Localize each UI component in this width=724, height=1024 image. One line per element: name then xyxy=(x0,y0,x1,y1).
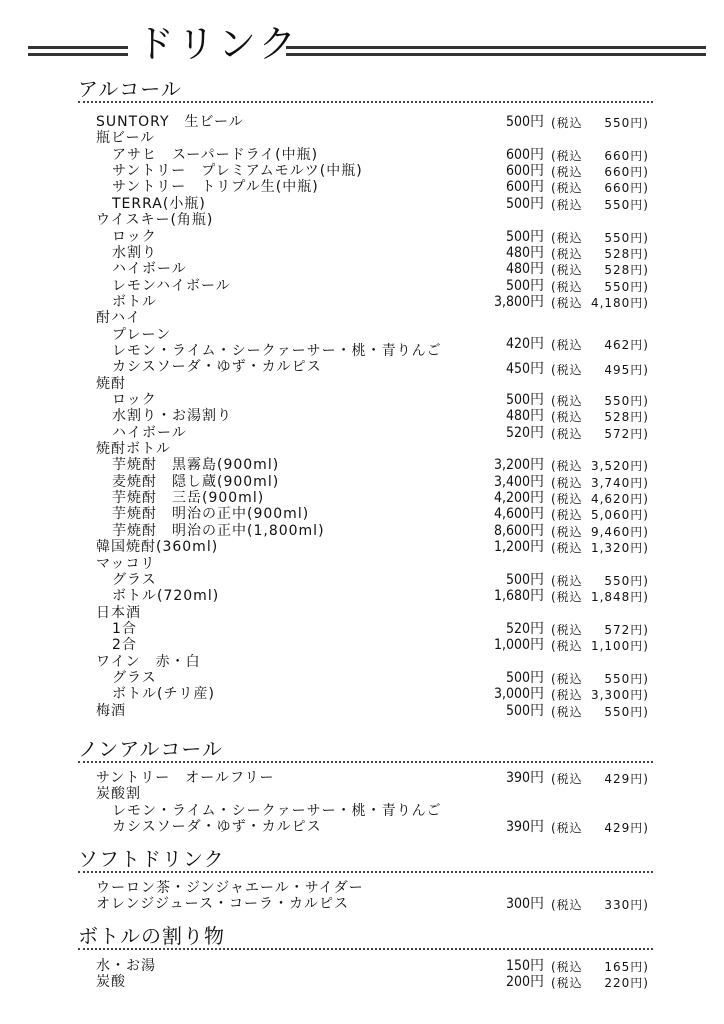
tax-included-label: (税込 xyxy=(551,459,583,474)
item-price: 600円 xyxy=(505,163,544,180)
tax-included-label: (税込 xyxy=(551,960,583,974)
menu-row xyxy=(0,425,724,441)
item-name: 炭酸割 xyxy=(96,786,141,803)
menu-row xyxy=(0,896,724,912)
item-price: 1,000円 xyxy=(493,637,544,654)
item-price: 420円 xyxy=(505,335,544,352)
tax-included-label: (税込 xyxy=(551,573,583,588)
menu-row xyxy=(0,441,724,457)
item-price: 480円 xyxy=(505,408,544,425)
item-price: 480円 xyxy=(505,261,544,278)
menu-row xyxy=(0,686,724,702)
tax-included-label: (税込 xyxy=(551,426,583,441)
tax-included-price: 5,060円) xyxy=(590,508,649,523)
item-price: 8,600円 xyxy=(493,522,544,539)
item-price: 500円 xyxy=(505,702,544,719)
tax-included-label: (税込 xyxy=(551,772,583,786)
tax-included-label: (税込 xyxy=(551,148,583,163)
tax-included-price: 528円) xyxy=(604,410,649,425)
tax-included-price: 3,740円) xyxy=(590,475,649,490)
item-price: 1,200円 xyxy=(493,539,544,556)
item-price: 1,680円 xyxy=(493,588,544,605)
tax-included-price: 3,300円) xyxy=(590,688,649,703)
tax-included-price: 550円) xyxy=(604,394,649,408)
tax-included-label: (税込 xyxy=(551,541,583,556)
tax-included-price: 462円) xyxy=(604,337,649,352)
item-price: 500円 xyxy=(505,195,544,212)
item-name: SUNTORY 生ビール xyxy=(96,113,244,131)
tax-included-price: 429円) xyxy=(604,772,649,786)
item-price: 3,800円 xyxy=(493,293,544,310)
item-name: ウーロン茶・ジンジャエール・サイダー xyxy=(96,879,364,897)
section-heading: ノンアルコール xyxy=(78,737,223,761)
item-name: 韓国焼酎(360ml) xyxy=(96,538,219,556)
tax-included-label: (税込 xyxy=(551,622,583,637)
menu-row xyxy=(0,474,724,490)
item-name: 1合 xyxy=(112,620,137,638)
menu-row xyxy=(0,408,724,424)
menu-row xyxy=(0,803,724,819)
item-name: 芋焼酎 三岳(900ml) xyxy=(112,489,265,507)
item-price: 3,200円 xyxy=(493,457,544,474)
item-price: 150円 xyxy=(505,958,544,974)
item-price: 390円 xyxy=(505,770,544,786)
section-dotted-rule xyxy=(78,948,653,950)
tax-included-price: 660円) xyxy=(604,165,649,180)
title-rule-left xyxy=(28,46,128,56)
tax-included-price: 429円) xyxy=(604,821,649,835)
item-name: 焼酎ボトル xyxy=(96,440,171,458)
item-name: ハイボール xyxy=(112,260,187,278)
item-name: 炭酸 xyxy=(96,974,126,991)
menu-row xyxy=(0,637,724,653)
tax-included-label: (税込 xyxy=(551,116,583,130)
item-price: 500円 xyxy=(505,114,544,130)
tax-included-label: (税込 xyxy=(551,197,583,212)
menu-row xyxy=(0,294,724,310)
tax-included-label: (税込 xyxy=(551,821,583,835)
menu-row xyxy=(0,147,724,163)
section-dotted-rule xyxy=(78,761,653,763)
item-price: 200円 xyxy=(505,974,544,991)
item-price: 300円 xyxy=(505,896,544,913)
menu-row xyxy=(0,130,724,146)
menu-row xyxy=(0,958,724,974)
tax-included-price: 165円) xyxy=(604,960,649,974)
item-name: ハイボール xyxy=(112,424,187,441)
item-name: 水割り xyxy=(112,244,157,261)
item-price: 4,200円 xyxy=(493,490,544,507)
item-name: ボトル(チリ産) xyxy=(112,686,215,703)
menu-row xyxy=(0,786,724,802)
menu-row xyxy=(0,523,724,539)
tax-included-price: 4,620円) xyxy=(590,492,649,507)
item-name: 麦焼酎 隠し蔵(900ml) xyxy=(112,473,280,490)
item-name: カシスソーダ・ゆず・カルピス xyxy=(112,818,322,836)
menu-row xyxy=(0,229,724,245)
tax-included-label: (税込 xyxy=(551,688,583,703)
tax-included-label: (税込 xyxy=(551,524,583,539)
menu-row xyxy=(0,196,724,212)
tax-included-price: 330円) xyxy=(604,898,649,913)
item-price: 3,400円 xyxy=(493,473,544,490)
tax-included-price: 660円) xyxy=(604,148,649,163)
tax-included-label: (税込 xyxy=(551,246,583,261)
item-name: サントリー プレミアムモルツ(中瓶) xyxy=(112,162,363,180)
tax-included-price: 4,180円) xyxy=(590,295,649,310)
item-name: サントリー オールフリー xyxy=(96,769,275,787)
tax-included-label: (税込 xyxy=(551,165,583,180)
tax-included-label: (税込 xyxy=(551,898,583,913)
item-price: 500円 xyxy=(505,669,544,686)
item-name: ロック xyxy=(112,228,157,245)
tax-included-price: 572円) xyxy=(604,426,649,441)
tax-included-price: 1,848円) xyxy=(590,590,649,605)
tax-included-price: 528円) xyxy=(604,246,649,261)
section-heading: アルコール xyxy=(78,77,182,101)
section-dotted-rule xyxy=(78,871,653,873)
menu-row xyxy=(0,179,724,195)
item-name: TERRA(小瓶) xyxy=(112,195,206,212)
tax-included-label: (税込 xyxy=(551,475,583,490)
menu-row xyxy=(0,670,724,686)
menu-row xyxy=(0,703,724,719)
item-name: レモン・ライム・シークァーサー・桃・青りんご xyxy=(112,802,442,819)
item-price: 520円 xyxy=(505,424,544,441)
item-name: 瓶ビール xyxy=(96,130,156,147)
item-name: 焼酎 xyxy=(96,375,126,392)
item-name: 日本酒 xyxy=(96,604,141,621)
item-name: アサヒ スーパードライ(中瓶) xyxy=(112,146,319,163)
menu-row xyxy=(0,819,724,835)
menu-row xyxy=(0,974,724,990)
item-price: 500円 xyxy=(505,228,544,245)
item-name: グラス xyxy=(112,669,157,687)
tax-included-label: (税込 xyxy=(551,279,583,294)
tax-included-label: (税込 xyxy=(551,492,583,507)
tax-included-price: 495円) xyxy=(604,363,649,378)
menu-row xyxy=(0,556,724,572)
menu-row xyxy=(0,392,724,408)
menu-row xyxy=(0,278,724,294)
item-price: 500円 xyxy=(505,277,544,294)
item-price: 520円 xyxy=(505,620,544,637)
title-row xyxy=(28,18,704,74)
item-name: オレンジジュース・コーラ・カルピス xyxy=(96,896,349,913)
item-name: ウイスキー(角瓶) xyxy=(96,211,214,229)
tax-included-price: 528円) xyxy=(604,263,649,278)
item-price: 4,600円 xyxy=(493,506,544,523)
item-name: 水・お湯 xyxy=(96,957,156,975)
menu-row xyxy=(0,343,724,359)
menu-row xyxy=(0,376,724,392)
tax-included-label: (税込 xyxy=(551,181,583,196)
menu-row xyxy=(0,457,724,473)
menu-row xyxy=(0,163,724,179)
item-name: 水割り・お湯割り xyxy=(112,408,232,425)
item-name: マッコリ xyxy=(96,555,156,572)
tax-included-label: (税込 xyxy=(551,394,583,408)
item-name: ボトル(720ml) xyxy=(112,588,220,605)
title-rule-right xyxy=(286,46,706,56)
section-heading: ソフトドリンク xyxy=(78,847,225,871)
item-name: サントリー トリプル生(中瓶) xyxy=(112,179,319,196)
section-dotted-rule xyxy=(78,101,653,103)
menu-row xyxy=(0,490,724,506)
tax-included-label: (税込 xyxy=(551,263,583,278)
item-name: プレーン xyxy=(112,326,172,343)
item-name: 2合 xyxy=(112,637,137,654)
menu-row xyxy=(0,212,724,228)
item-price: 450円 xyxy=(505,361,544,378)
item-name: レモンハイボール xyxy=(112,277,231,294)
menu-row xyxy=(0,245,724,261)
menu-row xyxy=(0,572,724,588)
tax-included-label: (税込 xyxy=(551,410,583,425)
tax-included-price: 3,520円) xyxy=(590,459,649,474)
tax-included-price: 572円) xyxy=(604,622,649,637)
menu-row xyxy=(0,605,724,621)
item-price: 480円 xyxy=(505,244,544,261)
item-price: 500円 xyxy=(505,392,544,408)
item-name: カシスソーダ・ゆず・カルピス xyxy=(112,359,322,376)
item-price: 390円 xyxy=(505,819,544,835)
menu-row xyxy=(0,654,724,670)
tax-included-price: 1,100円) xyxy=(590,639,649,654)
tax-included-label: (税込 xyxy=(551,976,583,991)
page-title: ドリンク xyxy=(136,22,300,66)
tax-included-price: 550円) xyxy=(604,197,649,212)
tax-included-label: (税込 xyxy=(551,704,583,719)
menu-row xyxy=(0,621,724,637)
menu-row xyxy=(0,114,724,130)
item-name: ボトル xyxy=(112,293,157,311)
item-name: 芋焼酎 明治の正中(900ml) xyxy=(112,506,310,523)
menu-row xyxy=(0,588,724,604)
tax-included-price: 550円) xyxy=(604,116,649,130)
item-price: 500円 xyxy=(505,571,544,588)
section-heading: ボトルの割り物 xyxy=(78,924,225,948)
item-name: 梅酒 xyxy=(96,702,126,719)
tax-included-label: (税込 xyxy=(551,639,583,654)
tax-included-price: 550円) xyxy=(604,279,649,294)
menu-row xyxy=(0,359,724,378)
tax-included-price: 9,460円) xyxy=(590,524,649,539)
tax-included-price: 660円) xyxy=(604,181,649,196)
item-name: ロック xyxy=(112,391,157,409)
tax-included-label: (税込 xyxy=(551,295,583,310)
item-name: 芋焼酎 明治の正中(1,800ml) xyxy=(112,522,325,539)
item-name: 芋焼酎 黒霧島(900ml) xyxy=(112,457,280,474)
menu-row xyxy=(0,310,724,326)
tax-included-price: 550円) xyxy=(604,671,649,686)
item-price: 600円 xyxy=(505,146,544,163)
item-name: ワイン 赤・白 xyxy=(96,653,201,670)
item-price: 600円 xyxy=(505,179,544,196)
tax-included-price: 550円) xyxy=(604,704,649,719)
tax-included-price: 550円) xyxy=(604,573,649,588)
tax-included-label: (税込 xyxy=(551,671,583,686)
menu-row xyxy=(0,770,724,786)
tax-included-price: 550円) xyxy=(604,230,649,245)
tax-included-price: 220円) xyxy=(604,976,649,991)
item-name: レモン・ライム・シークァーサー・桃・青りんご xyxy=(112,342,442,360)
tax-included-label: (税込 xyxy=(551,230,583,245)
menu-row xyxy=(0,880,724,896)
item-name: グラス xyxy=(112,571,157,588)
tax-included-label: (税込 xyxy=(551,337,583,352)
item-price: 3,000円 xyxy=(493,686,544,703)
tax-included-label: (税込 xyxy=(551,508,583,523)
tax-included-label: (税込 xyxy=(551,590,583,605)
tax-included-label: (税込 xyxy=(551,363,583,378)
tax-included-price: 1,320円) xyxy=(590,541,649,556)
menu-row xyxy=(0,506,724,522)
menu-row xyxy=(0,539,724,555)
menu-row xyxy=(0,261,724,277)
item-name: 酎ハイ xyxy=(96,310,141,327)
